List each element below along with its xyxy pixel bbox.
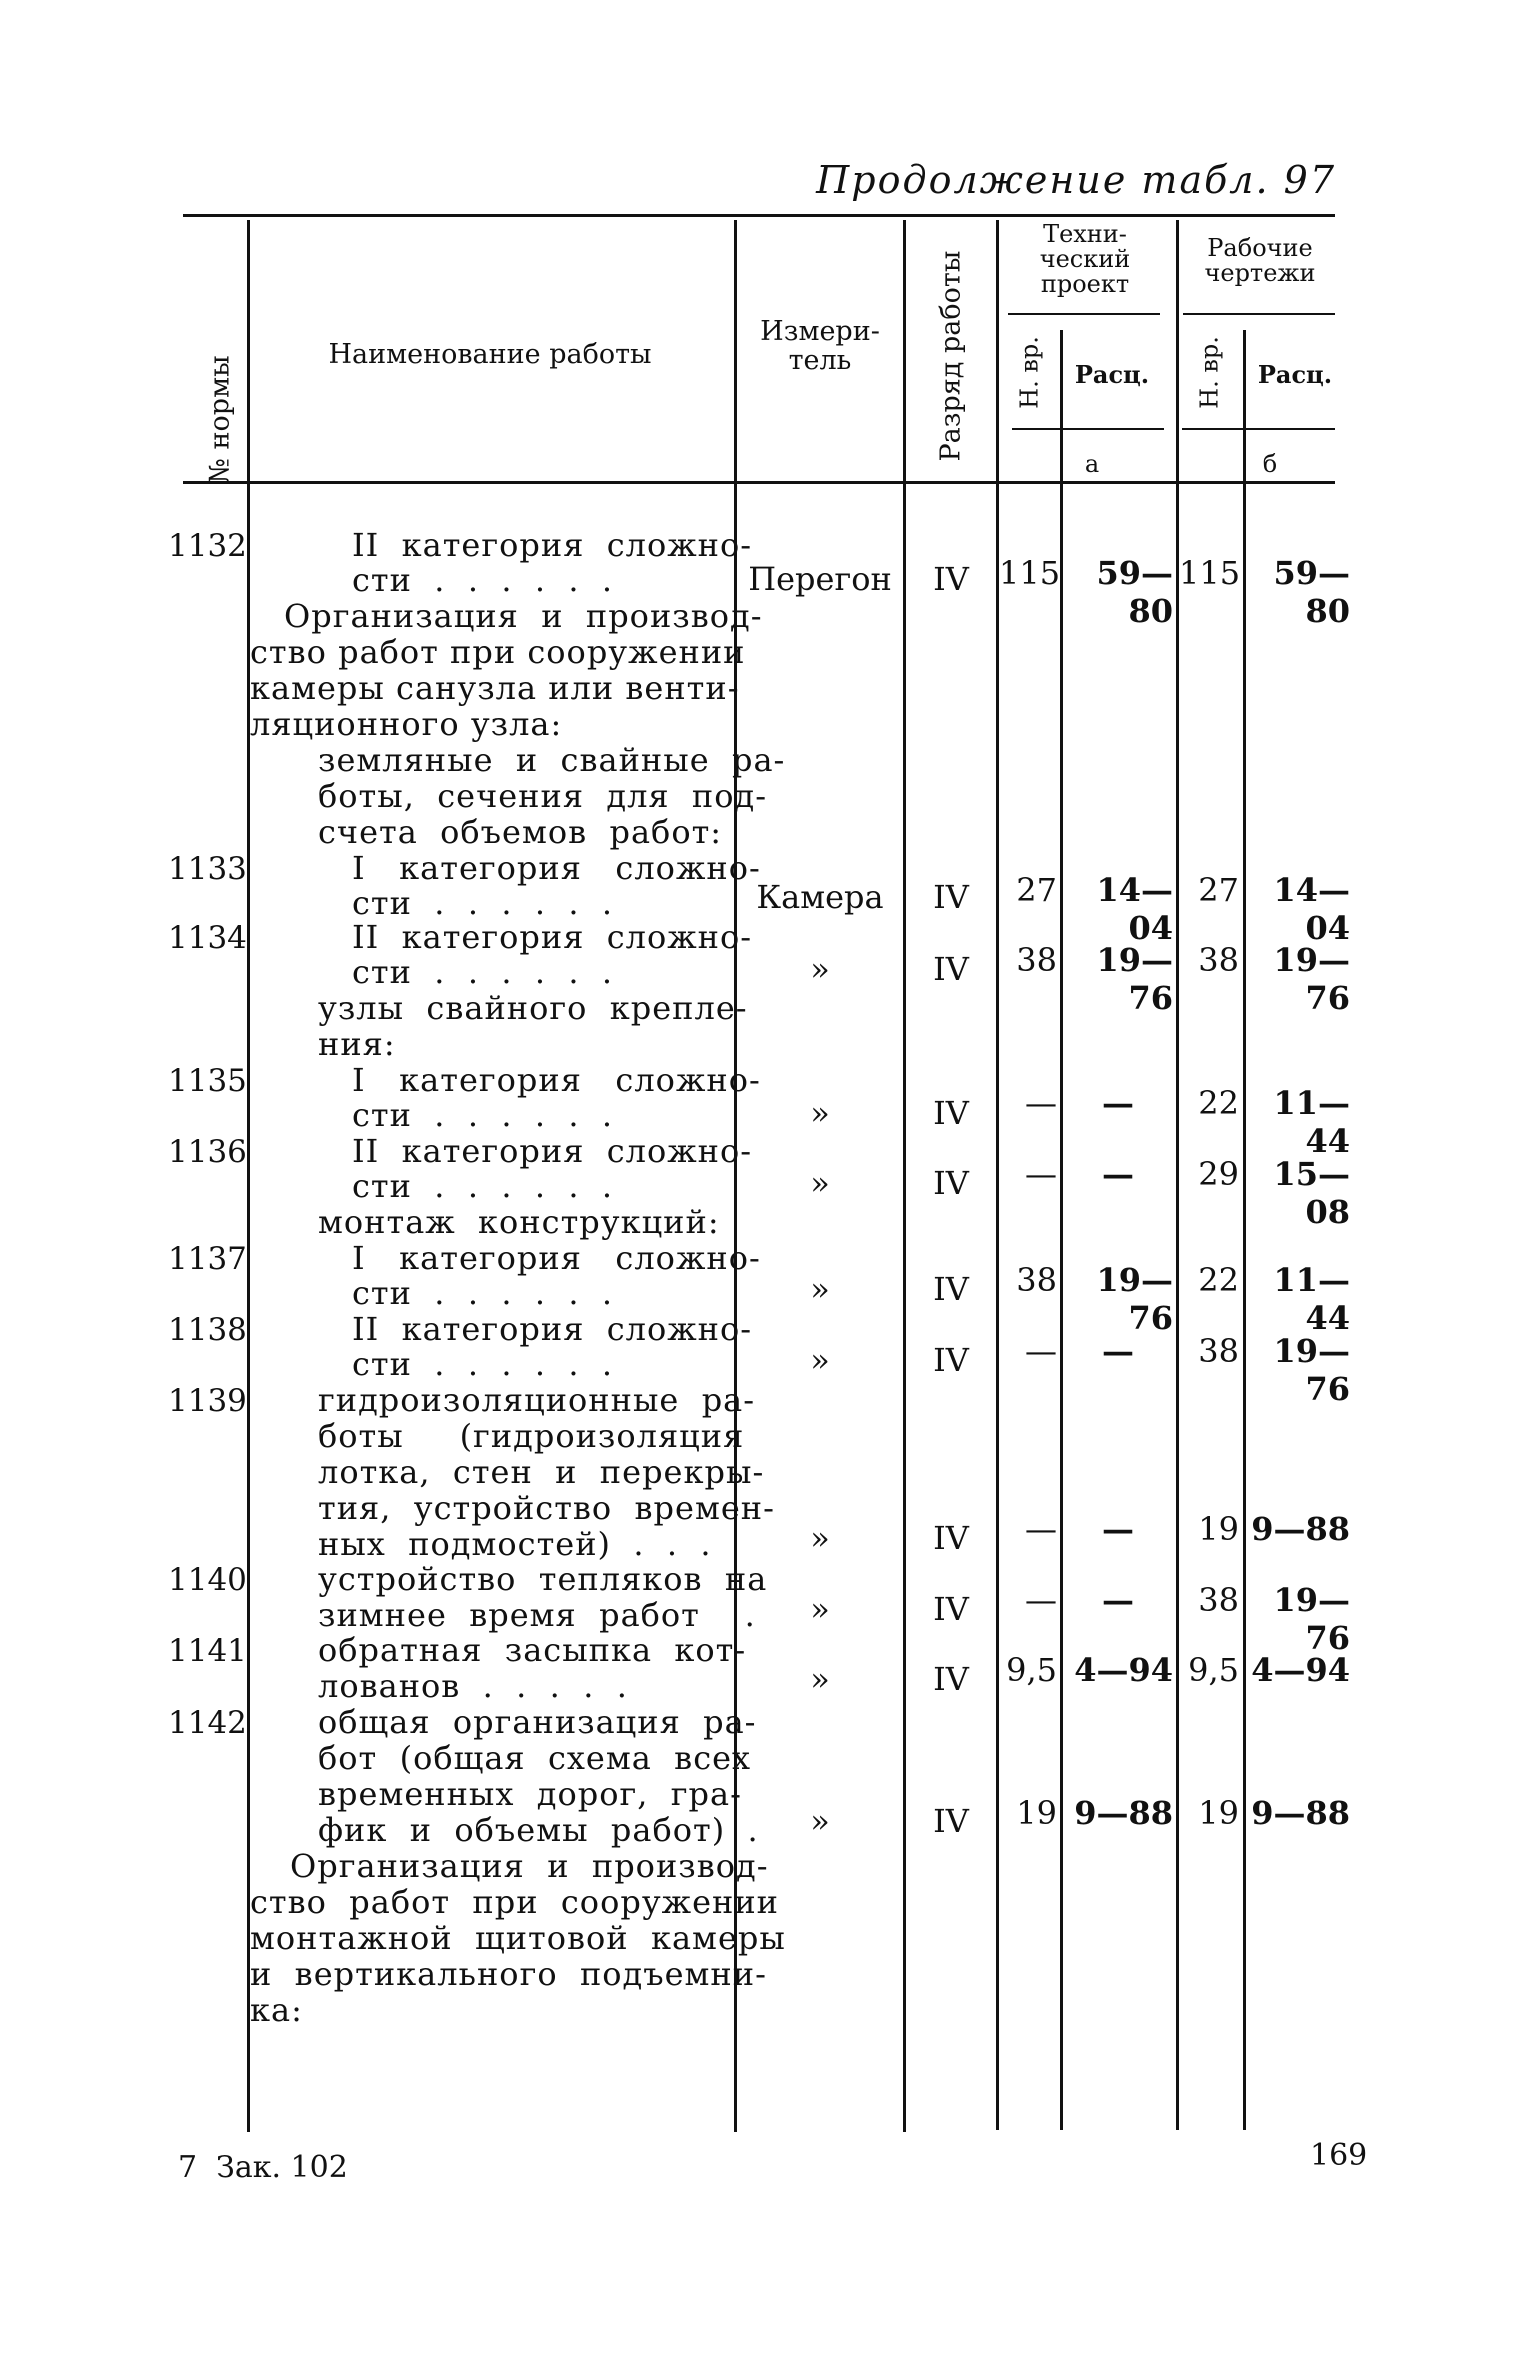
b-rate-cell: 9—88 (1251, 1510, 1350, 1548)
a-time-cell: — (1025, 1084, 1057, 1122)
grade-cell: IV (933, 560, 969, 598)
text-line: тия, устройство времен- (318, 1489, 775, 1527)
grade-cell: IV (933, 1341, 969, 1379)
a-time-cell: — (1025, 1332, 1057, 1370)
a-time-cell: 38 (1016, 1261, 1057, 1299)
norm-number: 1132 (168, 528, 247, 564)
b-time-cell: 29 (1198, 1155, 1239, 1193)
unit-cell: » (810, 1164, 830, 1202)
unit-cell: » (810, 1094, 830, 1132)
b-time-cell: 38 (1198, 1332, 1239, 1370)
norm-number: 1139 (168, 1383, 247, 1419)
grade-cell: IV (933, 1660, 969, 1698)
header-group-b (1180, 236, 1340, 286)
header-unit (740, 317, 900, 375)
text-line: сти . . . . . . (352, 884, 614, 922)
header-group-b-text: Рабочие чертежи (1204, 234, 1316, 287)
b-time-cell: 38 (1198, 941, 1239, 979)
b-rate-cell: 15—08 (1273, 1155, 1350, 1231)
a-rate-cell: — (1102, 1510, 1134, 1548)
text-line: ство работ при сооружении (250, 633, 746, 671)
col-rule-1 (247, 220, 250, 2132)
text-line: сти . . . . . . (352, 561, 614, 599)
text-line: монтажной щитовой камеры (250, 1919, 786, 1957)
table-top-rule (183, 214, 1335, 217)
header-grade: Разряд работы (935, 250, 967, 462)
text-line: Организация и производ- (284, 597, 763, 635)
header-norm: № нормы (204, 355, 236, 484)
grade-cell: IV (933, 1094, 969, 1132)
grade-cell: IV (933, 1270, 969, 1308)
norm-number: 1136 (168, 1134, 247, 1170)
b-time-cell: 27 (1198, 871, 1239, 909)
grade-cell: IV (933, 1802, 969, 1840)
b-rate-cell: 14—04 (1273, 871, 1350, 947)
continuation-caption: Продолжение табл. 97 (816, 158, 1336, 202)
text-line: сти . . . . . . (352, 953, 614, 991)
b-rate-cell: 9—88 (1251, 1794, 1350, 1832)
text-line: фик и объемы работ) . (318, 1811, 759, 1849)
text-line: II категория сложно- (352, 1132, 753, 1170)
text-line: II категория сложно- (352, 526, 753, 564)
b-rate-cell: 4—94 (1251, 1651, 1350, 1689)
norm-number: 1142 (168, 1705, 247, 1741)
unit-cell: » (810, 1660, 830, 1698)
group-b-rule (1183, 313, 1335, 315)
a-rate-cell: 9—88 (1074, 1794, 1173, 1832)
text-line: счета объемов работ: (318, 813, 723, 851)
text-line: сти . . . . . . (352, 1274, 614, 1312)
grade-cell: IV (933, 950, 969, 988)
b-time-cell: 9,5 (1188, 1651, 1239, 1689)
unit-cell: » (810, 950, 830, 988)
text-line: зимнее время работ . (318, 1596, 756, 1634)
norm-number: 1133 (168, 851, 247, 887)
a-time-cell: 115 (999, 554, 1061, 592)
text-line: лотка, стен и перекры- (318, 1453, 765, 1491)
a-rate-cell: — (1102, 1332, 1134, 1370)
b-time-cell: 19 (1198, 1794, 1239, 1832)
header-letter-b: б (1262, 450, 1278, 478)
text-line: I категория сложно- (352, 849, 761, 887)
norm-number: 1138 (168, 1312, 247, 1348)
b-time-cell: 38 (1198, 1581, 1239, 1619)
header-group-a-text: Техни- ческий проект (1039, 220, 1131, 298)
a-rate-cell: 14—04 (1096, 871, 1173, 947)
a-rate-cell: 59—80 (1096, 554, 1173, 630)
norm-number: 1140 (168, 1562, 247, 1598)
text-line: боты (гидроизоляция (318, 1417, 745, 1455)
b-rate-cell: 19—76 (1273, 1332, 1350, 1408)
b-rate-cell: 11—44 (1273, 1084, 1350, 1160)
b-time-cell: 22 (1198, 1261, 1239, 1299)
a-time-cell: 9,5 (1006, 1651, 1057, 1689)
header-a-rate: Расц. (1074, 360, 1150, 389)
header-a-time: Н. вр. (1015, 336, 1044, 409)
text-line: ния: (318, 1025, 396, 1063)
b-rate-cell: 19—76 (1273, 1581, 1350, 1657)
group-a-rule (1008, 313, 1160, 315)
a-rate-cell: 4—94 (1074, 1651, 1173, 1689)
header-unit-text: Измери- тель (760, 316, 880, 376)
unit-cell: » (810, 1590, 830, 1628)
norm-number: 1134 (168, 920, 247, 956)
text-line: II категория сложно- (352, 918, 753, 956)
text-line: земляные и свайные ра- (318, 741, 786, 779)
text-line: камеры санузла или венти- (250, 669, 740, 707)
header-b-time: Н. вр. (1195, 336, 1224, 409)
text-line: бот (общая схема всех (318, 1739, 752, 1777)
text-line: Организация и производ- (290, 1847, 769, 1885)
text-line: гидроизоляционные ра- (318, 1381, 756, 1419)
text-line: сти . . . . . . (352, 1167, 614, 1205)
a-time-cell: — (1025, 1510, 1057, 1548)
b-time-cell: 22 (1198, 1084, 1239, 1122)
footer-order-number: 7 Зак. 102 (178, 2150, 348, 2185)
text-line: общая организация ра- (318, 1703, 757, 1741)
text-line: ляционного узла: (250, 705, 563, 743)
a-rate-cell: 19—76 (1096, 1261, 1173, 1337)
a-time-cell: — (1025, 1581, 1057, 1619)
a-time-cell: 19 (1016, 1794, 1057, 1832)
a-time-cell: — (1025, 1155, 1057, 1193)
unit-cell: Камера (756, 878, 884, 916)
a-time-cell: 27 (1016, 871, 1057, 909)
text-line: временных дорог, гра- (318, 1775, 742, 1813)
unit-cell: Перегон (748, 560, 892, 598)
text-line: I категория сложно- (352, 1239, 761, 1277)
text-line: и вертикального подъемни- (250, 1955, 767, 1993)
text-line: ных подмостей) . . . (318, 1525, 712, 1563)
unit-cell: » (810, 1519, 830, 1557)
grade-cell: IV (933, 1519, 969, 1557)
text-line: сти . . . . . . (352, 1345, 614, 1383)
text-line: ство работ при сооружении (250, 1883, 779, 1921)
text-line: сти . . . . . . (352, 1096, 614, 1134)
unit-cell: » (810, 1270, 830, 1308)
header-b-rate: Расц. (1257, 360, 1333, 389)
header-letter-a: а (1084, 450, 1100, 478)
letter-b-rule (1182, 428, 1335, 430)
norm-number: 1141 (168, 1633, 247, 1669)
header-name: Наименование работы (328, 339, 652, 370)
text-line: лованов . . . . . (318, 1667, 628, 1705)
a-rate-cell: — (1102, 1084, 1134, 1122)
a-rate-cell: 19—76 (1096, 941, 1173, 1017)
page-number: 169 (1310, 2138, 1368, 2173)
unit-cell: » (810, 1341, 830, 1379)
a-rate-cell: — (1102, 1581, 1134, 1619)
grade-cell: IV (933, 1164, 969, 1202)
grade-cell: IV (933, 1590, 969, 1628)
b-time-cell: 19 (1198, 1510, 1239, 1548)
letter-a-rule (1012, 428, 1164, 430)
text-line: II категория сложно- (352, 1310, 753, 1348)
text-line: устройство тепляков на (318, 1560, 768, 1598)
b-rate-cell: 11—44 (1273, 1261, 1350, 1337)
a-rate-cell: — (1102, 1155, 1134, 1193)
a-time-cell: 38 (1016, 941, 1057, 979)
header-bottom-rule (183, 481, 1335, 484)
text-line: обратная засыпка кот- (318, 1631, 747, 1669)
b-time-cell: 115 (1179, 554, 1241, 592)
text-line: ка: (250, 1991, 303, 2029)
norm-number: 1137 (168, 1241, 247, 1277)
unit-cell: » (810, 1802, 830, 1840)
norm-number: 1135 (168, 1063, 247, 1099)
text-line: монтаж конструкций: (318, 1203, 720, 1241)
text-line: I категория сложно- (352, 1061, 761, 1099)
text-line: боты, сечения для под- (318, 777, 768, 815)
text-line: узлы свайного крепле- (318, 989, 748, 1027)
b-rate-cell: 19—76 (1273, 941, 1350, 1017)
grade-cell: IV (933, 878, 969, 916)
b-rate-cell: 59—80 (1273, 554, 1350, 630)
header-group-a (1005, 222, 1165, 297)
